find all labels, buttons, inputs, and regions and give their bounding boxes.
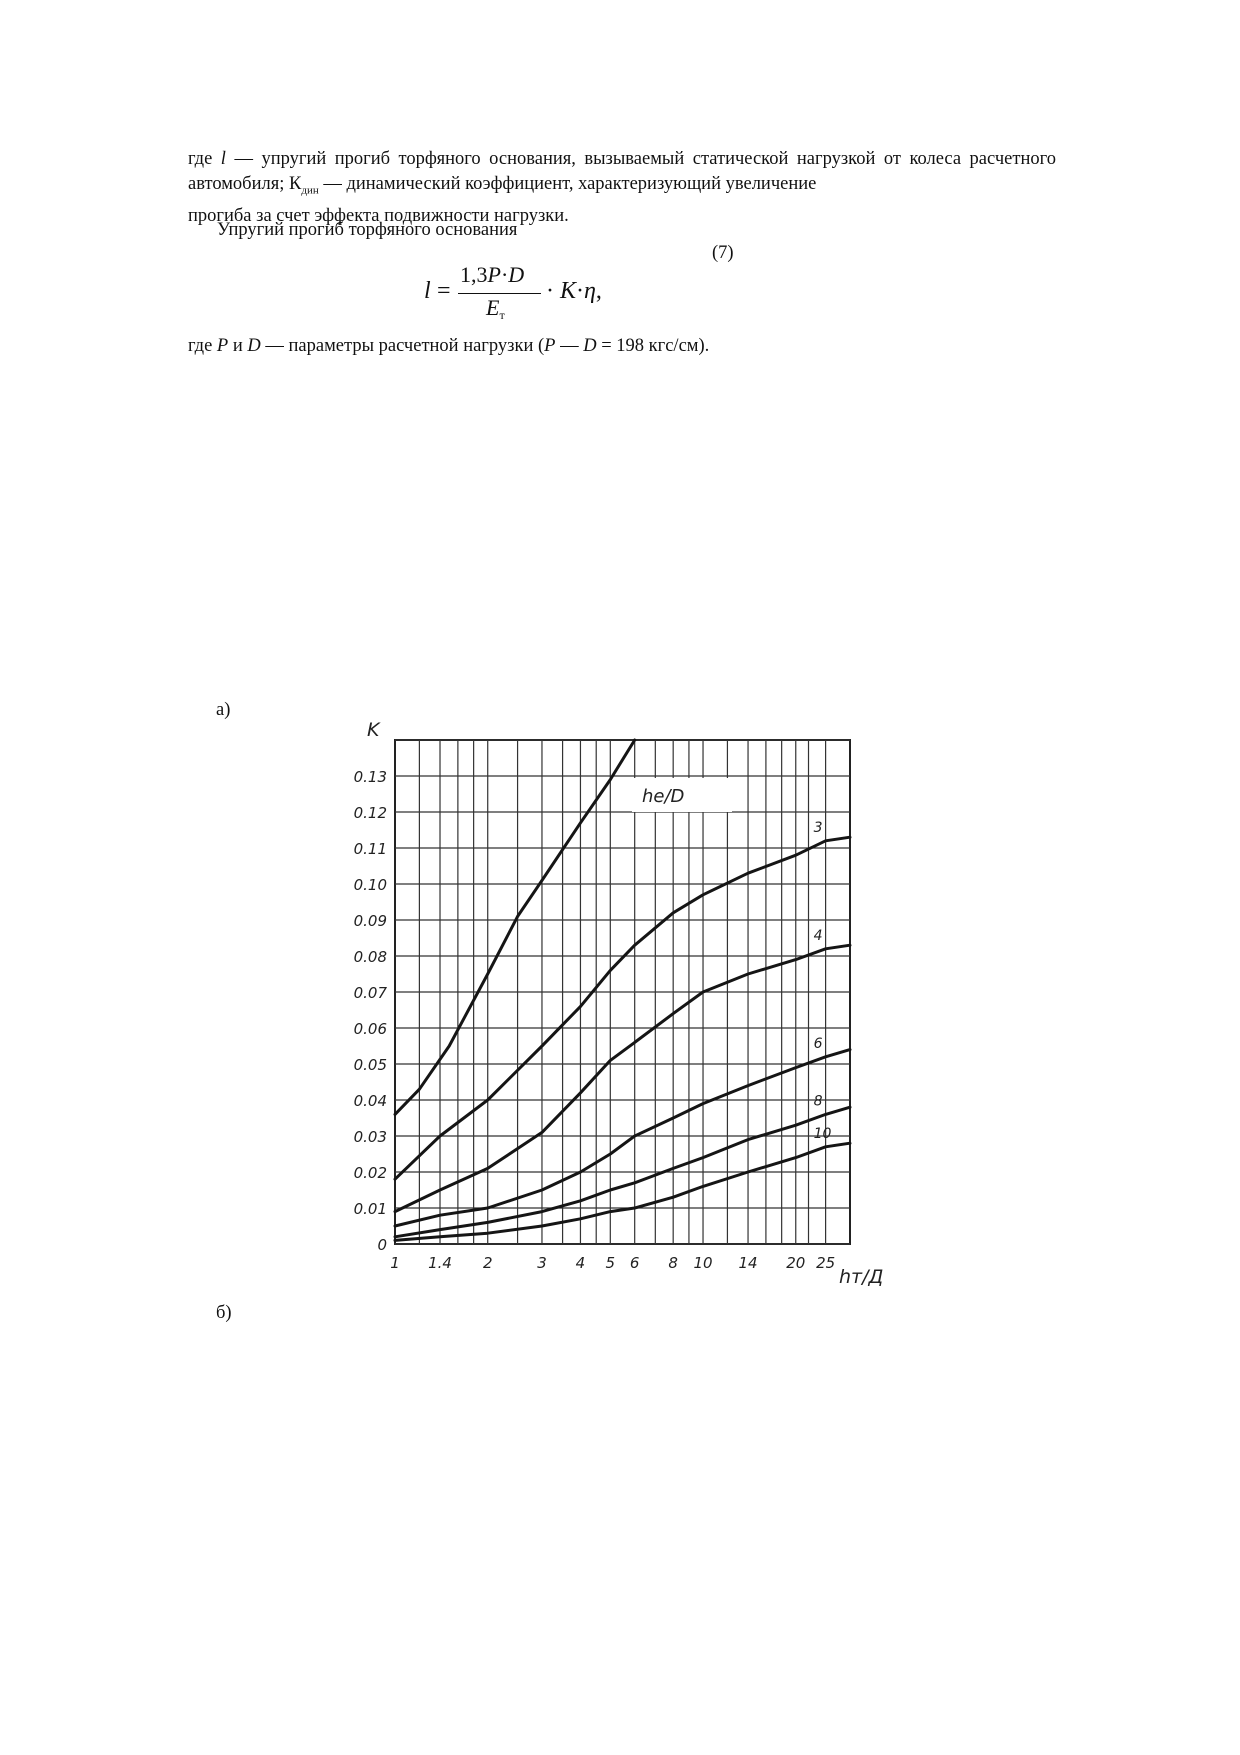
formula-numerator (460, 262, 524, 288)
x-tick-label: 4 (575, 1254, 586, 1272)
x-tick-label: 2 (482, 1254, 493, 1272)
y-tick-label: 0.11 (353, 840, 387, 858)
y-tick-label: 0.02 (353, 1164, 387, 1182)
y-tick-label: 0.04 (353, 1092, 387, 1110)
figure-label-a: а) (216, 700, 231, 720)
series-label: 8 (813, 1093, 823, 1110)
x-tick-label: 14 (738, 1254, 758, 1272)
x-tick-label: 10 (693, 1254, 713, 1272)
y-tick-label: 0 (377, 1236, 387, 1254)
x-tick-label: 5 (605, 1254, 616, 1272)
equation-number: (7) (712, 243, 734, 263)
symbol-D: D (583, 336, 597, 356)
symbol-l: l (220, 149, 226, 169)
series-label: 10 (813, 1125, 832, 1142)
x-tick-label: 6 (629, 1254, 640, 1272)
num-dot: · (500, 262, 509, 287)
text-run: = 198 кгс/см). (596, 336, 710, 356)
x-tick-label: 1 (390, 1254, 400, 1272)
paragraph-intro-formula: Упругий прогиб торфяного основания (217, 220, 518, 240)
series-label: 6 (813, 1035, 823, 1052)
series-labels (814, 820, 832, 1142)
y-tick-label: 0.08 (353, 948, 387, 966)
x-tick-label: 8 (668, 1254, 678, 1272)
paragraph-definition (188, 147, 1056, 229)
chart-grid (395, 740, 850, 1244)
y-tick-label: 0.07 (353, 984, 387, 1002)
num-D: D (508, 262, 525, 287)
y-tick-label: 0.05 (353, 1056, 387, 1074)
y-axis-label: K (367, 719, 380, 741)
text-run: — динамический коэффициент, характеризующий увеличение (318, 174, 817, 194)
comma: , (595, 278, 602, 304)
series-label: 3 (813, 819, 823, 836)
text-run: — упругий прогиб торфяного основания, вызываемый статической нагрузкой от колеса расчетного автомобиля; К (188, 149, 1056, 194)
y-tick-label: 0.06 (353, 1020, 387, 1038)
dot: · (576, 278, 585, 304)
symbol-P: P (544, 336, 556, 356)
figure-label-b: б) (216, 1303, 232, 1323)
y-tick-label: 0.13 (353, 768, 387, 786)
symbol-eta: η (584, 278, 596, 304)
y-tick-label: 0.12 (353, 804, 387, 822)
den-sub: т (499, 308, 505, 322)
series-label: 4 (813, 927, 823, 944)
legend-title: hе/D (642, 786, 685, 807)
text-run: прогиба за счет эффекта подвижности нагрузки. (188, 205, 569, 226)
dot: · (546, 278, 554, 304)
text-run: где (188, 149, 221, 169)
symbol-D: D (247, 336, 261, 356)
x-tick-label: 20 (786, 1254, 806, 1272)
formula-elastic-deflection (424, 262, 644, 332)
den-E: E (486, 295, 500, 320)
x-tick-label: 25 (816, 1254, 836, 1272)
series-line-unlabeled (395, 740, 635, 1114)
paragraph-load-params (188, 334, 1056, 359)
text-run: где (188, 336, 217, 356)
x-tick-label: 3 (537, 1254, 547, 1272)
y-tick-label: 0.03 (353, 1128, 387, 1146)
formula-rest (546, 278, 602, 305)
x-tick-label: 1.4 (428, 1254, 452, 1272)
chart-k-vs-ht (340, 718, 900, 1298)
formula-lhs: l (424, 278, 431, 304)
num-coef: 1,3 (460, 262, 488, 287)
num-P: P (487, 262, 501, 287)
symbol-P: P (216, 336, 229, 356)
text-run: — параметры расчетной нагрузки ( (260, 336, 545, 356)
formula-equals: = (437, 278, 451, 304)
x-axis-label: hт/Д (839, 1266, 884, 1288)
y-tick-labels (354, 768, 388, 1254)
y-tick-label: 0.01 (353, 1200, 387, 1218)
subscript-din: дин (301, 184, 319, 197)
y-tick-label: 0.10 (353, 876, 387, 894)
text-run: и (228, 336, 248, 356)
symbol-K: K (560, 278, 577, 304)
text-run: — (555, 336, 584, 356)
x-tick-labels (390, 1254, 835, 1272)
formula-denominator (486, 295, 505, 323)
y-tick-label: 0.09 (353, 912, 387, 930)
